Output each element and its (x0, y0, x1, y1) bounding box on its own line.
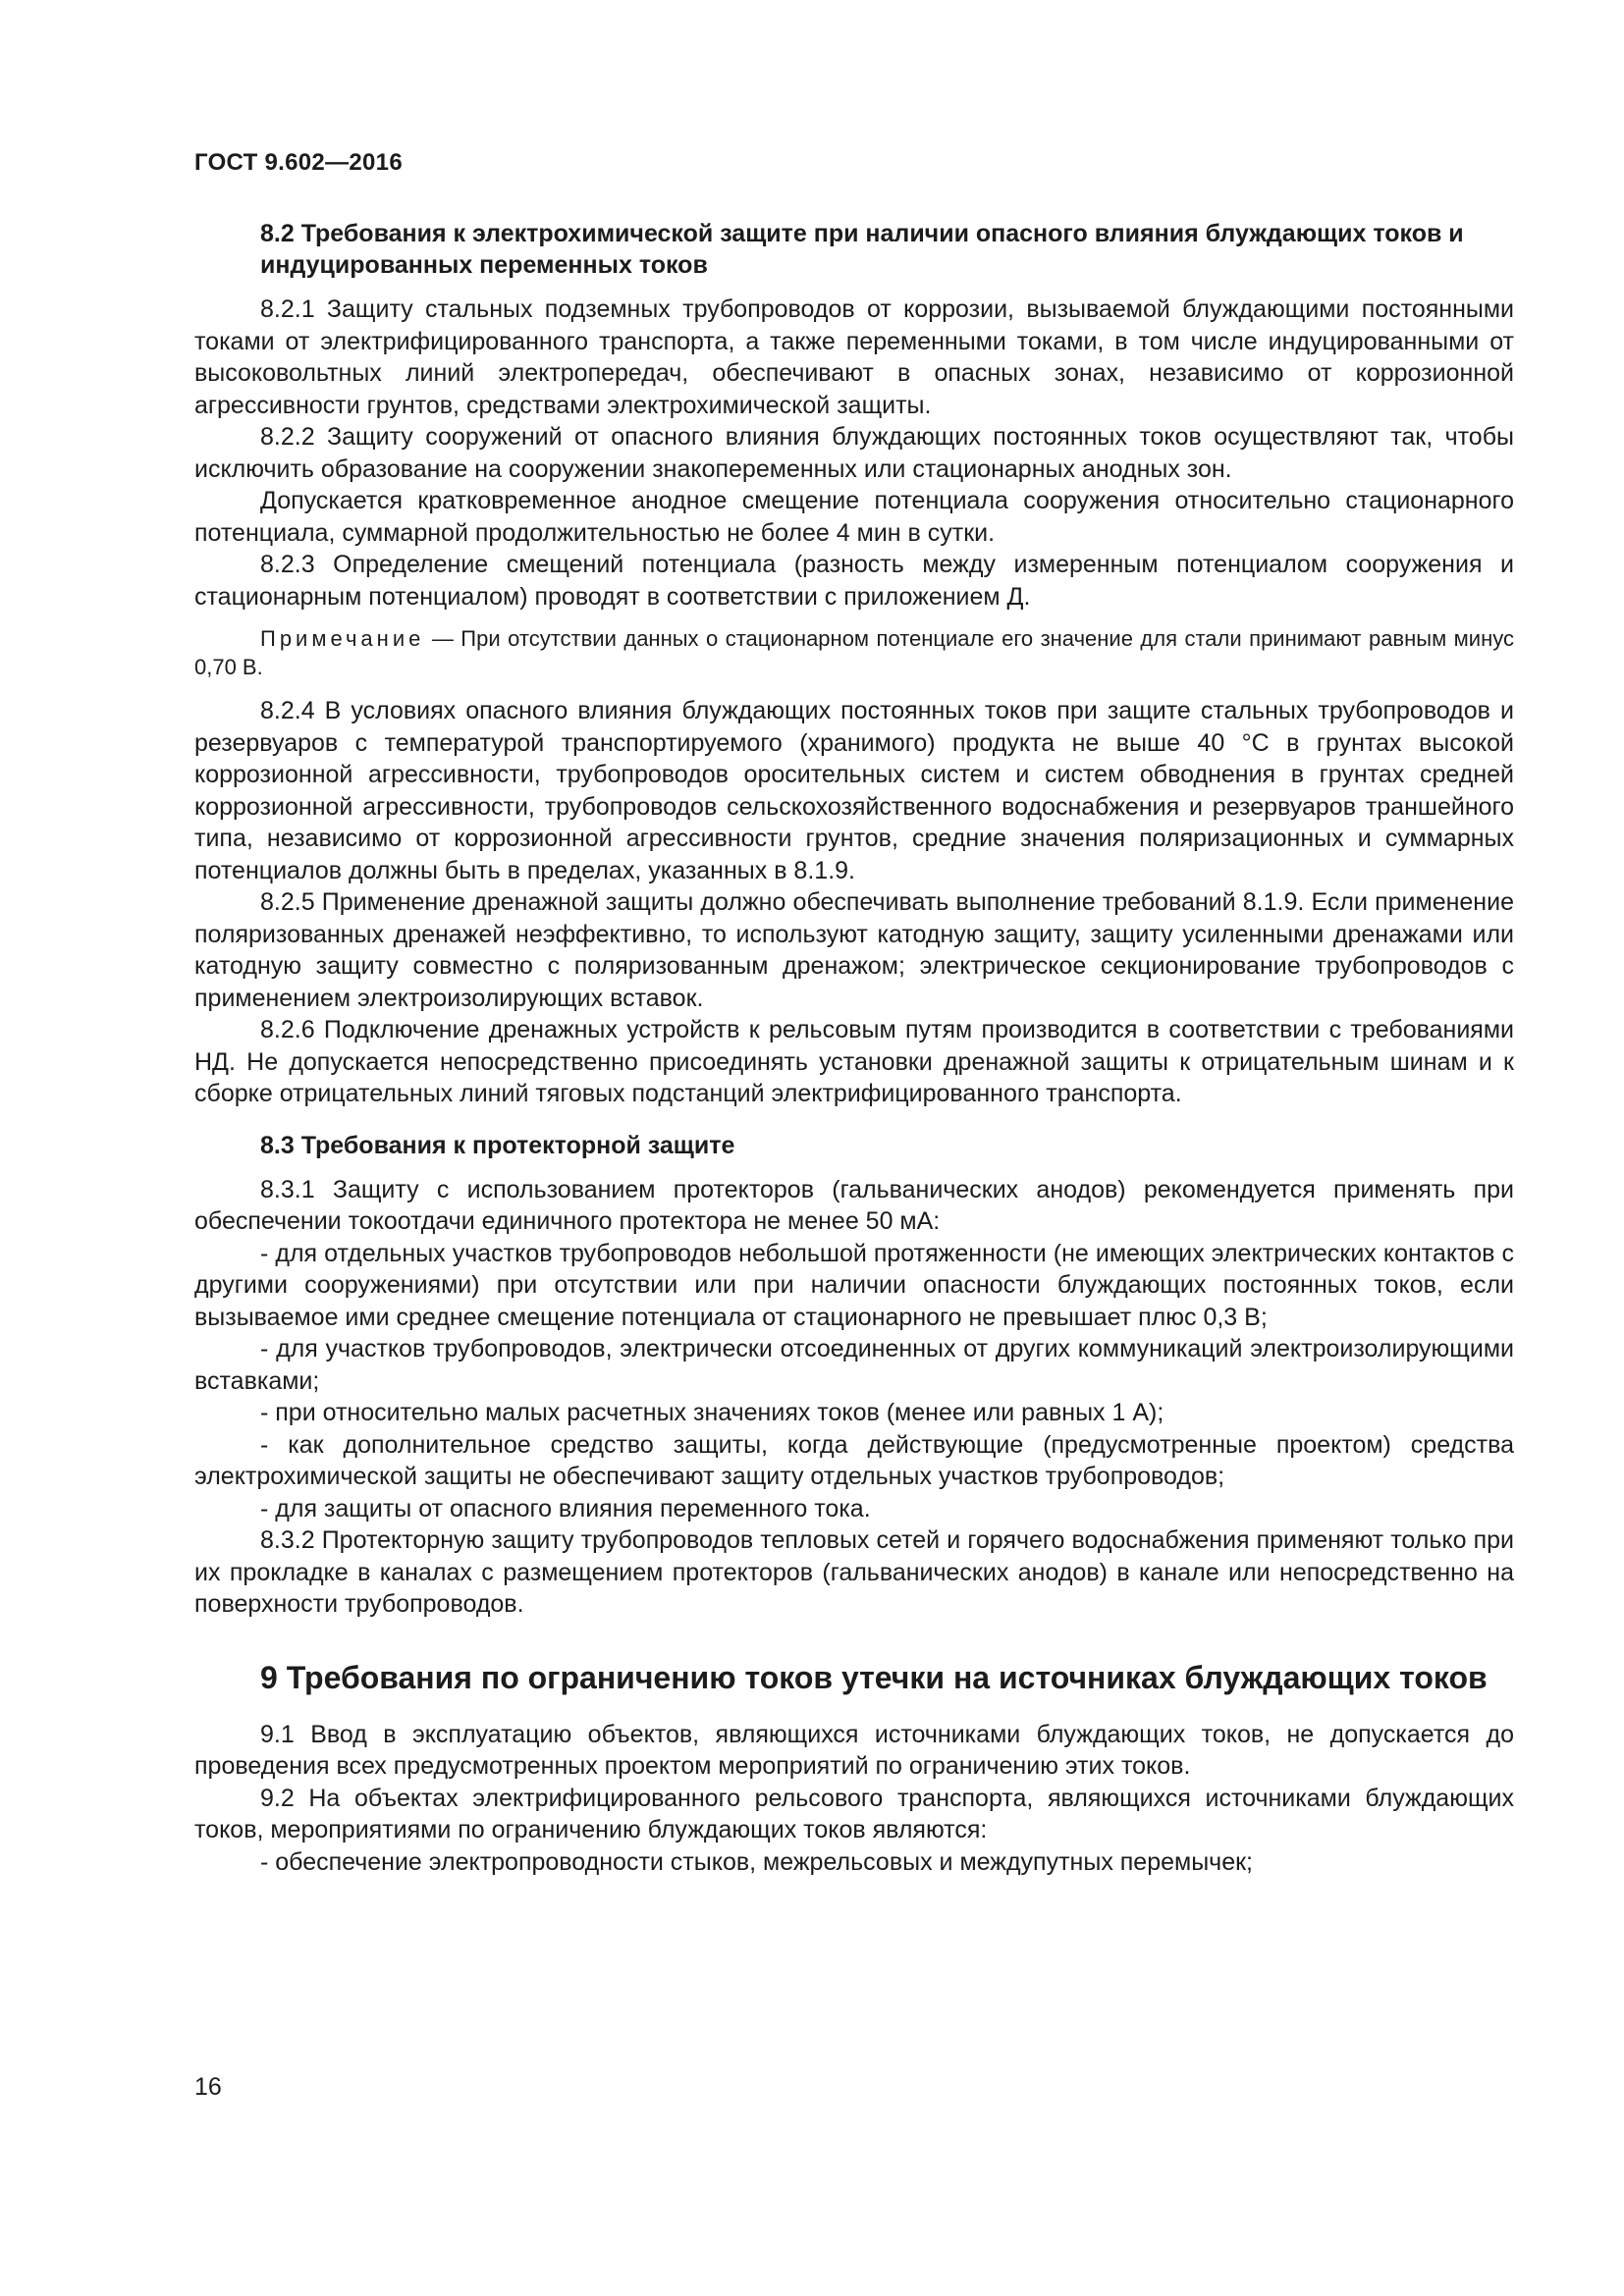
list-item: - обеспечение электропроводности стыков, межрельсовых и междупутных перемычек; (260, 1847, 1253, 1876)
page-number: 16 (194, 2073, 222, 2101)
section-8-2-heading: 8.2 Требования к электрохимической защите при наличии опасного влияния блуждающих токов и индуцированных переменных токов (260, 220, 1464, 279)
paragraph-8-3-1: 8.3.1 Защиту с использованием протекторов (гальванических анодов) рекомендуется применять при обеспечении токоотдачи единичного протектора не менее 50 мА: (194, 1175, 1514, 1235)
section-8-3-heading: 8.3 Требования к протекторной защите (260, 1131, 735, 1159)
paragraph-8-2-1: 8.2.1 Защиту стальных подземных трубопроводов от коррозии, вызываемой блуждающими постоянными токами от электрифицированного транспорта, а также переменными токами, в том числе индуцированными от высоковольтных линий электропередач, обеспечивают в опасных зонах, независимо от коррозионной агрессивности грунтов, средствами электрохимической защиты. (194, 295, 1514, 419)
list-item: - для участков трубопроводов, электрически отсоединенных от других коммуникаций электроизолирующими вставками; (194, 1335, 1514, 1395)
page-content (194, 218, 1514, 1878)
note-label: Примечание (260, 626, 425, 651)
list-item: - при относительно малых расчетных значениях токов (менее или равных 1 А); (260, 1399, 1164, 1426)
paragraph-8-2-3: 8.2.3 Определение смещений потенциала (разность между измеренным потенциалом сооружения и стационарным потенциалом) проводят в соответствии с приложением Д. (194, 551, 1514, 611)
paragraph-8-2-5: 8.2.5 Применение дренажной защиты должно обеспечивать выполнение требований 8.1.9. Если применение поляризованных дренажей неэффективно, то используют катодную защиту, защиту усиленными дренажами или катодную защиту совместно с поляризованным дренажом; электрическое секционирование трубопроводов с применением электроизолирующих вставок. (194, 888, 1514, 1012)
paragraph-8-2-4: 8.2.4 В условиях опасного влияния блуждающих постоянных токов при защите стальных трубопроводов и резервуаров с температурой транспортируемого (хранимого) продукта не выше 40 °С в грунтах высокой коррозионной агрессивности, трубопроводов оросительных систем и систем обводнения в грунтах средней коррозионной агрессивности, трубопроводов сельскохозяйственного водоснабжения и резервуаров траншейного типа, независимо от коррозионной агрессивности грунтов, средние значения поляризационных и суммарных потенциалов должны быть в пределах, указанных в 8.1.9. (194, 697, 1514, 884)
list-item: - для защиты от опасного влияния переменного тока. (260, 1494, 871, 1522)
list-item: - для отдельных участков трубопроводов небольшой протяженности (не имеющих электрических контактов с другими сооружениями) при отсутствии или при наличии опасности блуждающих постоянных токов, если вызываемое ими среднее смещение потенциала от стационарного не превышает плюс 0,3 В; (194, 1239, 1514, 1331)
note-text: — При отсутствии данных о стационарном потенциале его значение для стали принимают равным минус 0,70 В. (194, 626, 1514, 679)
paragraph-9-2: 9.2 На объектах электрифицированного рельсового транспорта, являющихся источниками блуждающих токов, мероприятиями по ограничению блуждающих токов являются: (194, 1784, 1514, 1843)
paragraph-8-2-2-continued: Допускается кратковременное анодное смещение потенциала сооружения относительно стационарного потенциала, суммарной продолжительностью не более 4 мин в сутки. (194, 487, 1514, 547)
note (194, 624, 1514, 681)
paragraph-9-1: 9.1 Ввод в эксплуатацию объектов, являющихся источниками блуждающих токов, не допускается до проведения всех предусмотренных проектом мероприятий по ограничению этих токов. (194, 1720, 1514, 1780)
list-item: - как дополнительное средство защиты, когда действующие (предусмотренные проектом) средства электрохимической защиты не обеспечивают защиту отдельных участков трубопроводов; (194, 1430, 1514, 1490)
paragraph-8-3-2: 8.3.2 Протекторную защиту трубопроводов тепловых сетей и горячего водоснабжения применяют только при их прокладке в каналах с размещением протекторов (гальванических анодов) в канале или непосредственно на поверхности трубопроводов. (194, 1526, 1514, 1618)
paragraph-8-2-6: 8.2.6 Подключение дренажных устройств к рельсовым путям производится в соответствии с требованиями НД. Не допускается непосредственно присоединять установки дренажной защиты к отрицательным шинам и к сборке отрицательных линий тяговых подстанций электрифицированного транспорта. (194, 1016, 1514, 1107)
section-9-heading: 9 Требования по ограничению токов утечки на источниках блуждающих токов (260, 1659, 1488, 1695)
document-code-header: ГОСТ 9.602—2016 (194, 149, 403, 176)
paragraph-8-2-2: 8.2.2 Защиту сооружений от опасного влияния блуждающих постоянных токов осуществляют так, чтобы исключить образование на сооружении знакопеременных или стационарных анодных зон. (194, 423, 1514, 483)
